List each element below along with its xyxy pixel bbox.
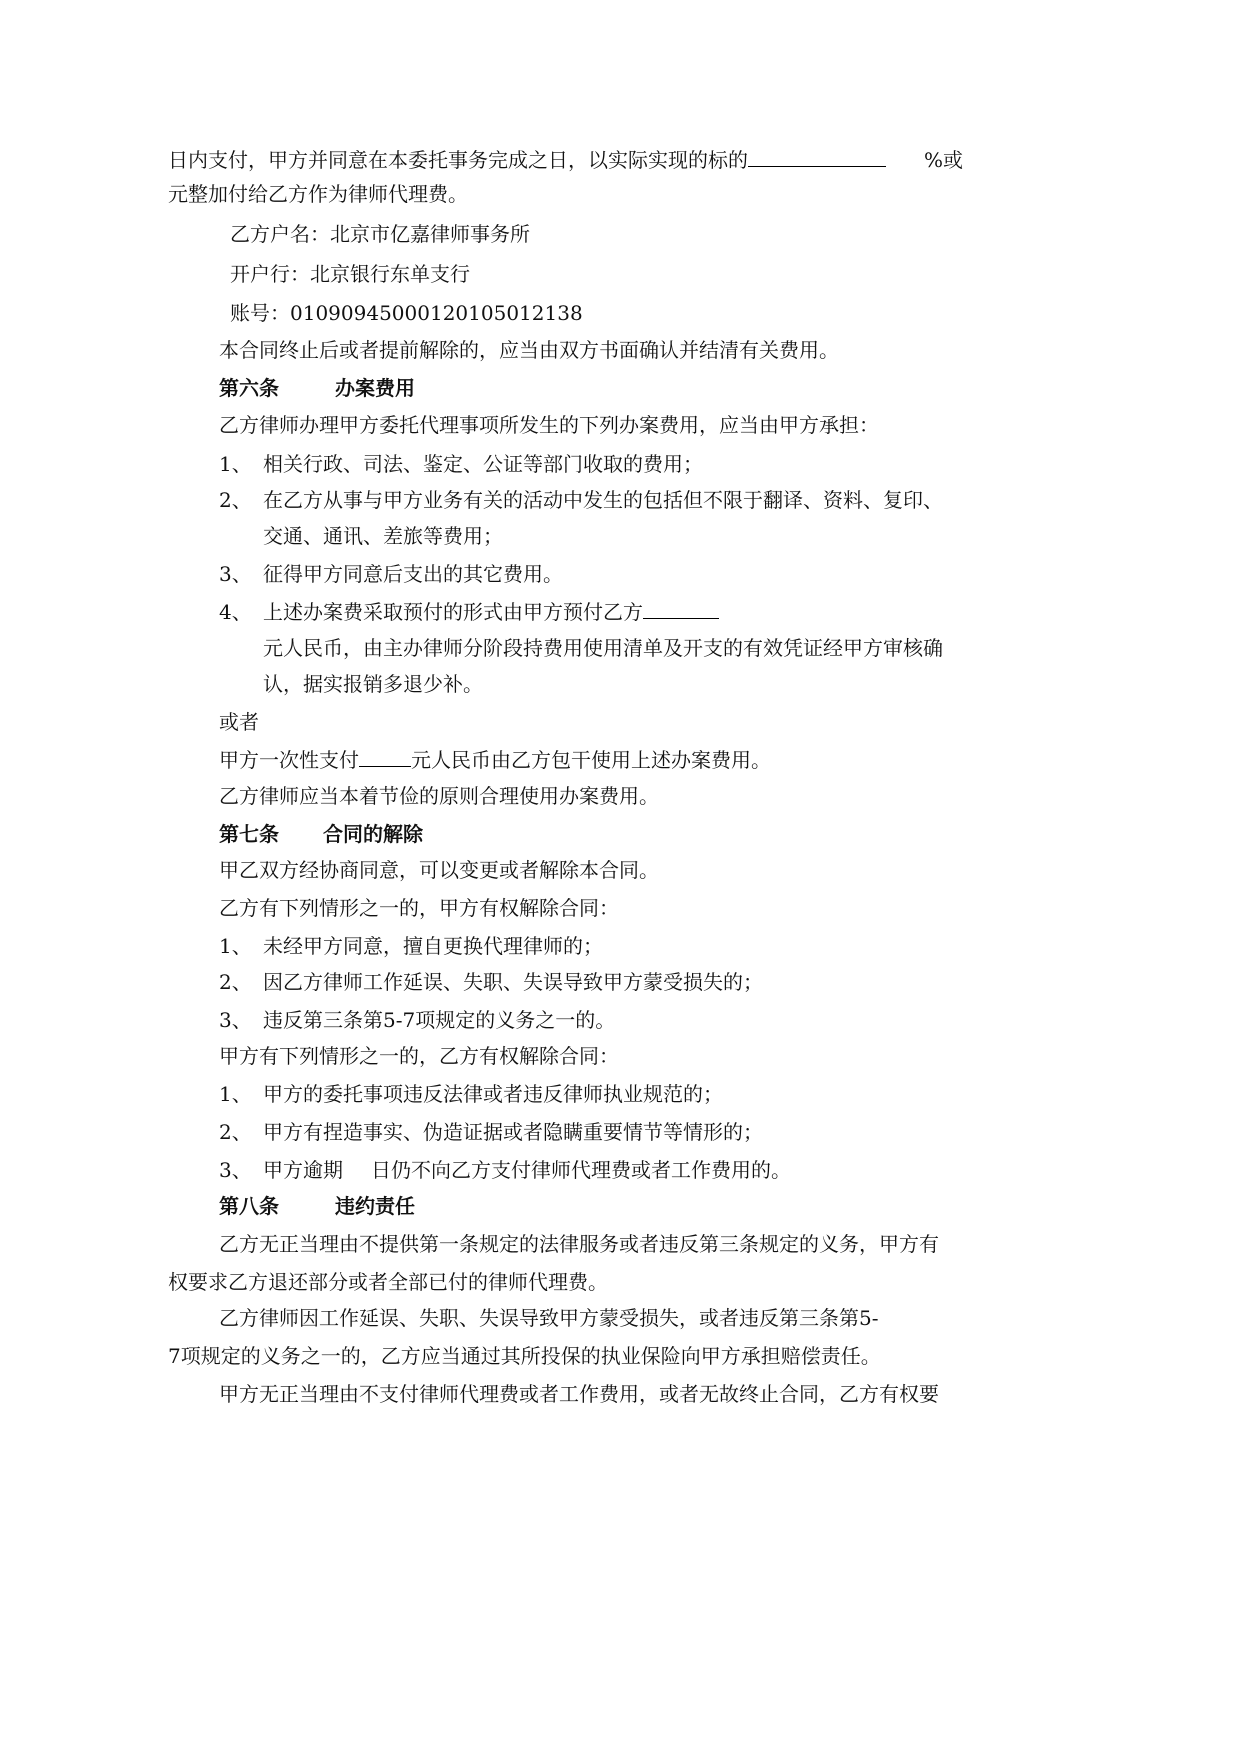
paragraph-line: 乙方律师因工作延误、失职、失误导致甲方蒙受损失，或者违反第三条第5- <box>219 1306 879 1330</box>
article-number: 第六条 <box>219 376 279 400</box>
bank-name: 开户行：北京银行东单支行 <box>230 262 470 286</box>
paragraph-line: 甲乙双方经协商同意，可以变更或者解除本合同。 <box>219 858 659 882</box>
paragraph-line: 7项规定的义务之一的，乙方应当通过其所投保的执业保险向甲方承担赔偿责任。 <box>168 1344 881 1368</box>
item-number: 3、 <box>219 1008 252 1032</box>
paragraph-line: 乙方律师办理甲方委托代理事项所发生的下列办案费用，应当由甲方承担： <box>219 413 879 437</box>
item-text: 违反第三条第5-7项规定的义务之一的。 <box>263 1008 616 1032</box>
list-item <box>219 452 703 476</box>
item-text: 甲方逾期 <box>263 1158 343 1182</box>
item-number: 2、 <box>219 488 252 512</box>
item-number: 1、 <box>219 1082 252 1106</box>
paragraph-line: 元人民币，由主办律师分阶段持费用使用清单及开支的有效凭证经甲方审核确 <box>263 636 943 660</box>
paragraph-line <box>219 746 771 772</box>
article-number: 第七条 <box>219 822 279 846</box>
paragraph-line: 乙方律师应当本着节俭的原则合理使用办案费用。 <box>219 784 659 808</box>
item-text: 交通、通讯、差旅等费用； <box>263 524 503 548</box>
account-name: 乙方户名：北京市亿嘉律师事务所 <box>230 222 530 246</box>
paragraph-line: 认，据实报销多退少补。 <box>263 672 483 696</box>
list-item <box>219 524 503 548</box>
paragraph-line <box>168 146 963 172</box>
text-span: %或 <box>924 148 964 172</box>
item-text: 甲方的委托事项违反法律或者违反律师执业规范的； <box>263 1082 723 1106</box>
paragraph-line: 元整加付给乙方作为律师代理费。 <box>168 182 468 206</box>
article-heading <box>219 1194 415 1218</box>
item-number: 1、 <box>219 934 252 958</box>
list-item <box>219 598 719 624</box>
list-item <box>219 1082 723 1106</box>
blank-field <box>748 146 886 167</box>
article-heading <box>219 376 415 400</box>
blank-field <box>359 746 411 767</box>
paragraph-line: 权要求乙方退还部分或者全部已付的律师代理费。 <box>168 1270 608 1294</box>
list-item <box>219 1008 615 1032</box>
article-title: 合同的解除 <box>323 822 423 846</box>
item-number: 2、 <box>219 970 252 994</box>
list-item <box>219 934 603 958</box>
text-span: 元人民币由乙方包干使用上述办案费用。 <box>411 748 771 772</box>
item-number: 3、 <box>219 1158 252 1182</box>
item-text: 上述办案费采取预付的形式由甲方预付乙方 <box>263 600 643 624</box>
list-item <box>219 1158 791 1182</box>
item-text: 日仍不向乙方支付律师代理费或者工作费用的。 <box>371 1158 791 1182</box>
item-text: 征得甲方同意后支出的其它费用。 <box>263 562 563 586</box>
item-number: 4、 <box>219 600 252 624</box>
item-text: 未经甲方同意，擅自更换代理律师的； <box>263 934 603 958</box>
article-number: 第八条 <box>219 1194 279 1218</box>
text-span: 日内支付，甲方并同意在本委托事务完成之日，以实际实现的标的 <box>168 148 748 172</box>
blank-field <box>643 598 719 619</box>
list-item <box>219 970 763 994</box>
article-title: 违约责任 <box>335 1194 415 1218</box>
item-text: 在乙方从事与甲方业务有关的活动中发生的包括但不限于翻译、资料、复印、 <box>263 488 943 512</box>
paragraph-line: 或者 <box>219 710 259 734</box>
item-text: 相关行政、司法、鉴定、公证等部门收取的费用； <box>263 452 703 476</box>
item-text: 甲方有捏造事实、伪造证据或者隐瞒重要情节等情形的； <box>263 1120 763 1144</box>
item-number: 2、 <box>219 1120 252 1144</box>
article-heading <box>219 822 423 846</box>
item-number: 1、 <box>219 452 252 476</box>
account-number: 账号：01090945000120105012138 <box>230 301 583 325</box>
article-title: 办案费用 <box>335 376 415 400</box>
paragraph-line: 甲方无正当理由不支付律师代理费或者工作费用，或者无故终止合同，乙方有权要 <box>219 1382 939 1406</box>
item-number: 3、 <box>219 562 252 586</box>
list-item <box>219 562 563 586</box>
item-text: 因乙方律师工作延误、失职、失误导致甲方蒙受损失的； <box>263 970 763 994</box>
paragraph-line: 乙方无正当理由不提供第一条规定的法律服务或者违反第三条规定的义务，甲方有 <box>219 1232 939 1256</box>
list-item <box>219 488 943 512</box>
list-item <box>219 1120 763 1144</box>
paragraph-line: 甲方有下列情形之一的，乙方有权解除合同： <box>219 1044 619 1068</box>
text-span: 甲方一次性支付 <box>219 748 359 772</box>
paragraph-line: 本合同终止后或者提前解除的，应当由双方书面确认并结清有关费用。 <box>219 338 839 362</box>
paragraph-line: 乙方有下列情形之一的，甲方有权解除合同： <box>219 896 619 920</box>
